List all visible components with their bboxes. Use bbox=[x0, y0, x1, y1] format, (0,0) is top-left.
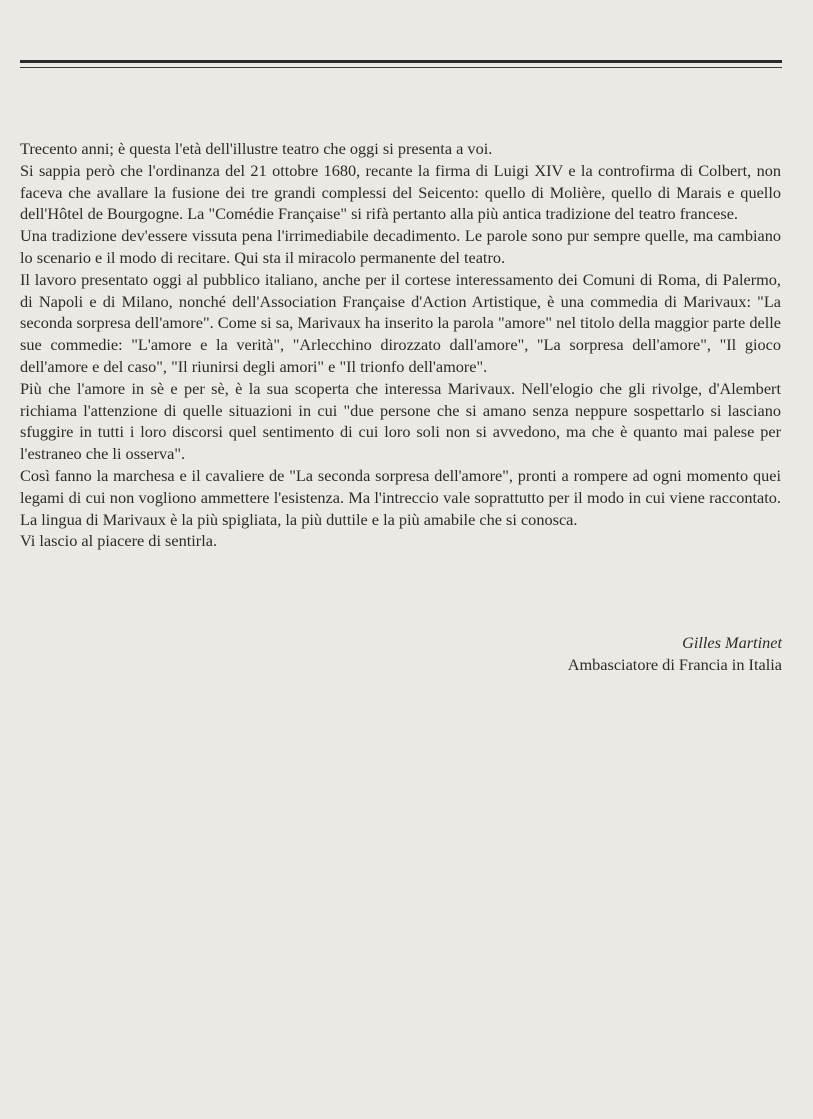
paragraph-1: Trecento anni; è questa l'età dell'illustre teatro che oggi si presenta a voi. bbox=[20, 139, 493, 158]
paragraph-5: Più che l'amore in sè e per sè, è la sua scoperta che interessa Marivaux. Nell'elogio che gli rivolge, d'Alembert richiama l'attenzione di quelle situazioni in cui "due persone che si amano senza neppure sospettarlo si lasciano sfuggire in tutti i loro discorsi quel sentimento di cui loro soli non si avvedono, ma che è quanto mai palese per l'estraneo che li osserva". bbox=[20, 378, 781, 464]
paragraph-7: Vi lascio al piacere di sentirla. bbox=[20, 531, 218, 551]
signature-name: Gilles Martinet bbox=[682, 633, 782, 652]
header-rule-thick bbox=[20, 60, 782, 63]
paragraph-2: Si sappia però che l'ordinanza del 21 ottobre 1680, recante la firma di Luigi XIV e la controfirma di Colbert, non faceva che avallare la fusione dei tre grandi complessi del Seicento: quello di Molière, quello di Marais e quello dell'Hôtel de Bourgogne. La "Comédie Française" si rifà pertanto alla più antica tradizione del teatro francese. bbox=[20, 160, 781, 224]
paragraph-3: Una tradizione dev'essere vissuta pena l'irrimediabile decadimento. Le parole sono pur sempre quelle, ma cambiano lo scenario e il modo di recitare. Qui sta il miracolo permanente del teatro. bbox=[20, 226, 781, 267]
paragraph-6: Così fanno la marchesa e il cavaliere de "La seconda sorpresa dell'amore", pronti a rompere ad ogni momento quei legami di cui non vogliono ammettere l'esistenza. Ma l'intreccio vale soprattutto per il modo in cui viene raccontato. La lingua di Marivaux è la più spigliata, la più duttile e la più amabile che si conosca. bbox=[20, 465, 781, 529]
signature-title: Ambasciatore di Francia in Italia bbox=[567, 655, 782, 674]
header-rule-thin bbox=[20, 67, 782, 68]
signature-block bbox=[568, 632, 782, 676]
paragraph-4: Il lavoro presentato oggi al pubblico italiano, anche per il cortese interessamento dei Comuni di Roma, di Palermo, di Napoli e di Milano, nonché dell'Association Française d'Action Artistique, è una commedia di Marivaux: "La seconda sorpresa dell'amore". Come si sa, Marivaux ha inserito la parola "amore" nel titolo della maggior parte delle sue commedie: "L'amore e la verità", "Arlecchino dirozzato dall'amore", "La sorpresa dell'amore", "Il gioco dell'amore e del caso", "Il riunirsi degli amori" e "Il trionfo dell'amore". bbox=[20, 269, 781, 376]
letter-body bbox=[20, 138, 781, 552]
